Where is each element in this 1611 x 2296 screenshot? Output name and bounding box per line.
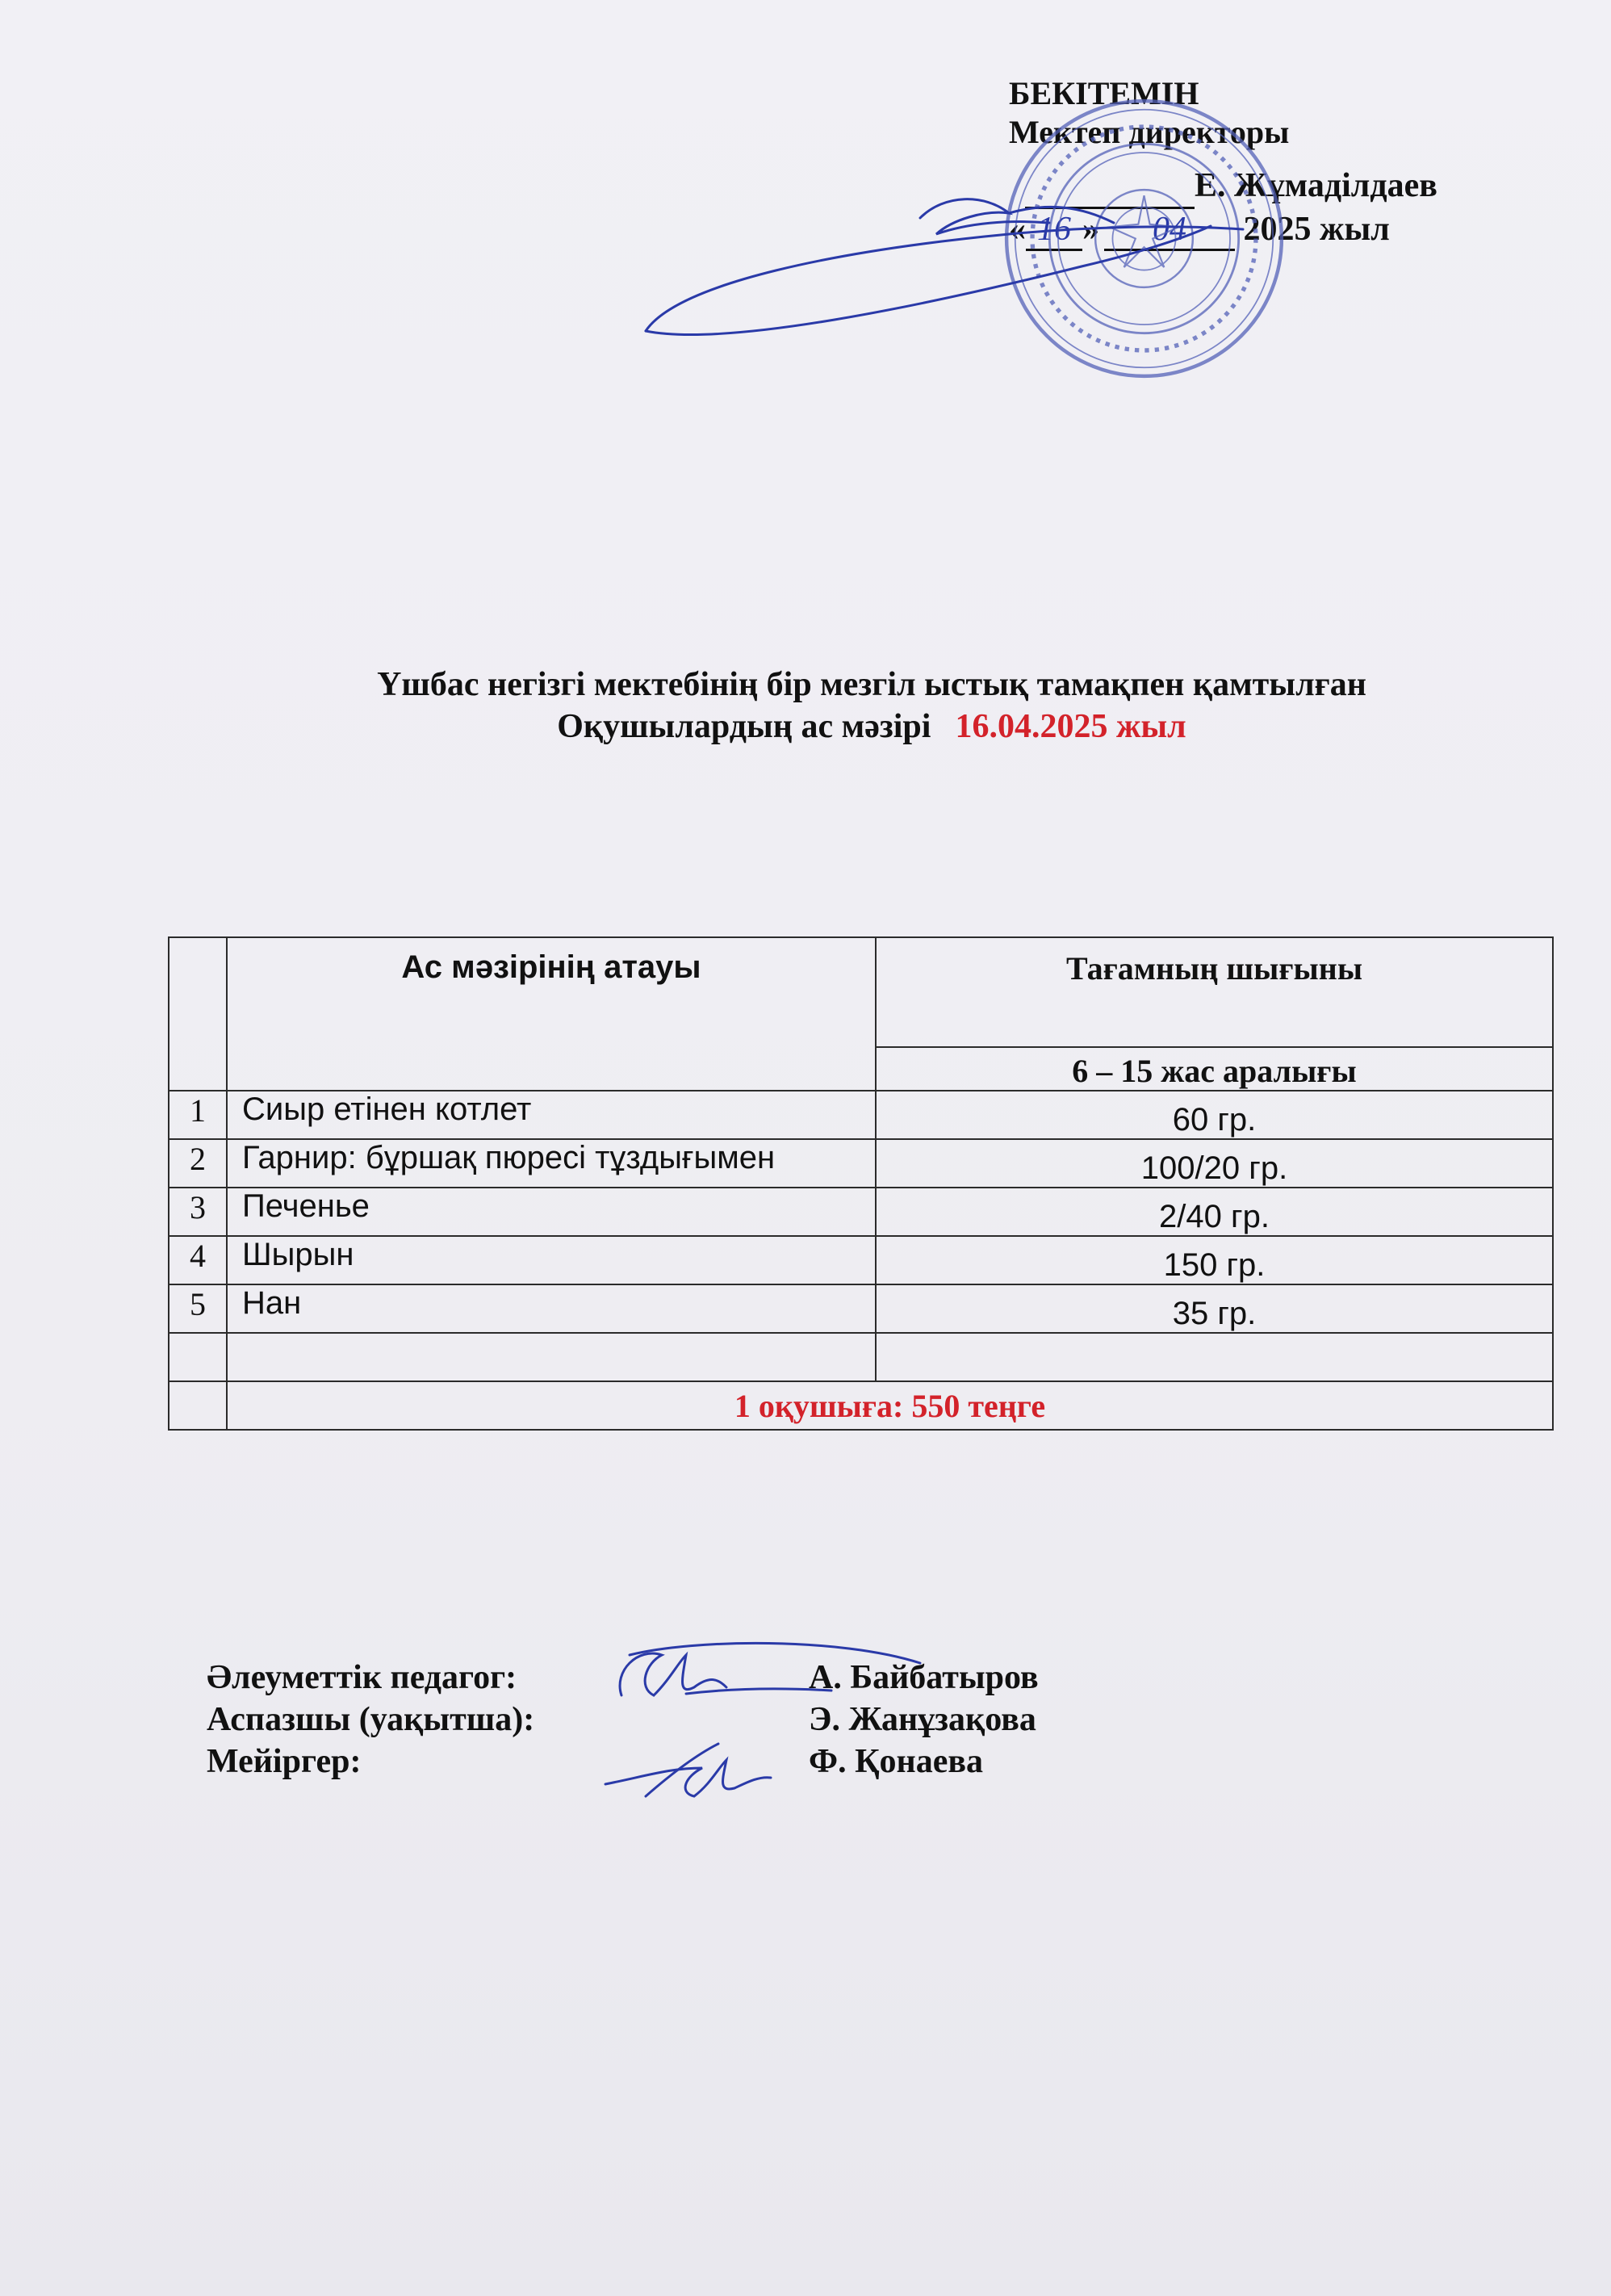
row-dish-name: Шырын xyxy=(227,1236,876,1284)
signature-person: Э. Жанұзақова xyxy=(809,1701,1036,1738)
approval-heading: БЕКІТЕМІН xyxy=(1009,75,1199,111)
nurse-signature-icon xyxy=(597,1720,791,1808)
empty-cell xyxy=(169,1333,227,1381)
row-number: 5 xyxy=(169,1284,227,1333)
table-row xyxy=(169,1284,1553,1333)
row-portion: 60 гр. xyxy=(876,1091,1553,1139)
table-row xyxy=(169,1091,1553,1139)
approval-date-day: 16 xyxy=(1026,210,1082,251)
table-header-row xyxy=(169,937,1553,1047)
header-number-cell xyxy=(169,937,227,1091)
row-number: 3 xyxy=(169,1188,227,1236)
table-total-row xyxy=(169,1381,1553,1430)
row-dish-name: Нан xyxy=(227,1284,876,1333)
document-title xyxy=(0,664,1611,748)
signature-person: Ф. Қонаева xyxy=(809,1743,984,1780)
table-row xyxy=(169,1139,1553,1188)
row-portion: 35 гр. xyxy=(876,1284,1553,1333)
signature-person: А. Байбатыров xyxy=(809,1659,1039,1696)
title-menu-label: Оқушылардың ас мәзірі xyxy=(557,708,931,745)
title-date: 16.04.2025 жыл xyxy=(955,708,1186,745)
approval-date-month: 04 xyxy=(1104,210,1235,251)
row-portion: 150 гр. xyxy=(876,1236,1553,1284)
approval-date-year: 2025 жыл xyxy=(1243,211,1390,248)
row-number: 2 xyxy=(169,1139,227,1188)
header-name-cell: Ас мәзірінің атауы xyxy=(227,937,876,1091)
row-portion: 2/40 гр. xyxy=(876,1188,1553,1236)
director-signature-icon xyxy=(630,145,1356,388)
header-age-cell: 6 – 15 жас аралығы xyxy=(876,1047,1553,1091)
row-number: 1 xyxy=(169,1091,227,1139)
table-row xyxy=(169,1188,1553,1236)
director-name: Е. Жұмаділдаев xyxy=(1195,167,1437,204)
row-dish-name: Печенье xyxy=(227,1188,876,1236)
menu-table xyxy=(168,936,1554,1431)
approval-position: Мектеп директоры xyxy=(1009,114,1290,150)
row-portion: 100/20 гр. xyxy=(876,1139,1553,1188)
total-price: 1 оқушыға: 550 теңге xyxy=(227,1381,1553,1430)
row-dish-name: Гарнир: бұршақ пюресі тұздығымен xyxy=(227,1139,876,1188)
empty-cell xyxy=(227,1333,876,1381)
signature-role: Мейіргер: xyxy=(207,1743,362,1780)
approval-date: « 16 » 04 2025 жыл xyxy=(1009,210,1390,251)
header-cost-cell: Тағамның шығыны xyxy=(876,937,1553,1047)
table-empty-row xyxy=(169,1333,1553,1381)
table-row xyxy=(169,1236,1553,1284)
signature-role: Әлеуметтік педагог: xyxy=(207,1659,517,1696)
title-line-2 xyxy=(0,706,1611,748)
title-line-1: Үшбас негізгі мектебінің бір мезгіл ыстық тамақпен қамтылған xyxy=(377,666,1366,703)
row-number: 4 xyxy=(169,1236,227,1284)
signature-role: Аспазшы (уақытша): xyxy=(207,1701,535,1738)
row-dish-name: Сиыр етінен котлет xyxy=(227,1091,876,1139)
empty-cell xyxy=(169,1381,227,1430)
empty-cell xyxy=(876,1333,1553,1381)
